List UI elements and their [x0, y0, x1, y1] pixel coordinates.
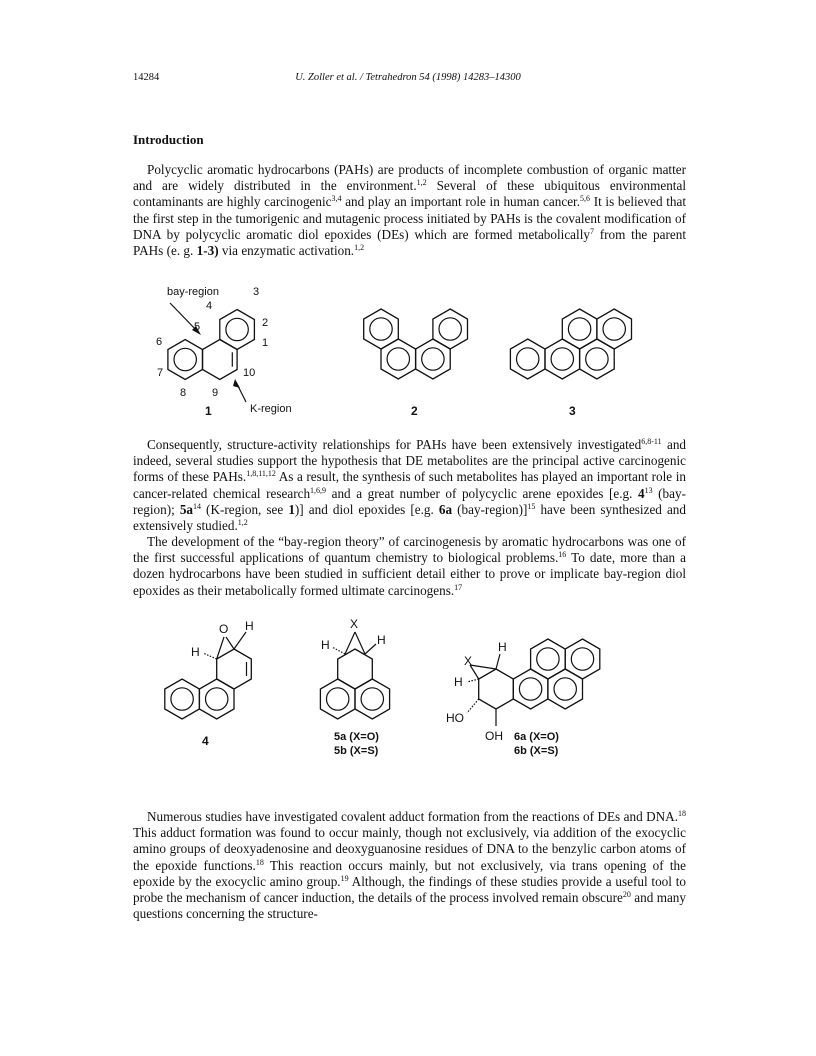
aromatic-circle	[517, 348, 539, 370]
aromatic-circle	[361, 688, 383, 710]
ring	[510, 339, 545, 379]
aromatic-circle	[206, 688, 228, 710]
aromatic-circle	[439, 318, 461, 340]
atom-label: H	[321, 638, 330, 652]
hashed-bond	[467, 699, 479, 713]
aromatic-circle	[551, 348, 573, 370]
position-number: 5	[194, 321, 201, 333]
ring	[562, 309, 597, 349]
ring	[165, 679, 200, 719]
position-number: 9	[212, 387, 219, 399]
aromatic-circle	[226, 318, 248, 340]
aromatic-circle	[571, 648, 593, 670]
atom-label: H	[245, 619, 254, 633]
compound-4-structure	[165, 619, 254, 748]
atom-label: OH	[485, 729, 503, 743]
ring	[168, 340, 203, 380]
epoxide-bond	[226, 637, 234, 649]
epoxide-bond	[355, 632, 365, 654]
paragraph-2: Consequently, structure-activity relationships for PAHs have been extensively investigated$^{6,8-11}$ and indeed, several studies support the hypothesis that DE metabolites are the principal active carcinogenic forms of these PAHs.$^{1,8,11,12}$ As a result, the synthesis of such metabolites has played an important role in cancer-related chemical research$^{1,6,9}$ and a great number of polycyclic arene epoxides [e.g. $4^{13}$ (bay-region); $5a^{14}$ (K-region, see 1)] and diol epoxides [e.g. 6a (bay-region)]$^{15}$ have been synthesized and extensively studied.$^{1,2}$	[133, 437, 687, 534]
ring	[320, 679, 355, 719]
scheme-2	[0, 612, 816, 782]
stereo-bond	[365, 644, 376, 654]
stereo-bond	[234, 632, 246, 649]
ring	[338, 649, 373, 689]
compound-label: 1	[205, 404, 212, 418]
aromatic-circle	[171, 688, 193, 710]
ring	[531, 639, 566, 679]
compound-1-structure	[156, 286, 292, 418]
ring	[381, 339, 416, 379]
compound-label: 5b (X=S)	[334, 745, 379, 757]
paragraph-3: The development of the “bay-region theory” of carcinogenesis by aromatic hydrocarbons was one of the first successful applications of quantum chemistry to biological problems.$^{16}$ To date, more than a dozen hydrocarbons have been studied in sufficient detail either to prove or implicate bay-region diol epoxides as their metabolically formed ultimate carcinogens.$^{17}$	[133, 534, 686, 598]
compound-2-structure	[364, 309, 468, 418]
atom-label: X	[350, 617, 359, 631]
compound-label: 3	[569, 404, 576, 418]
atom-label: X	[464, 654, 473, 668]
section-title: Introduction	[133, 132, 204, 147]
compound-label: 5a (X=O)	[334, 731, 379, 743]
ring	[416, 339, 451, 379]
position-number: 6	[156, 336, 163, 348]
position-number: 10	[243, 367, 256, 379]
running-head: U. Zoller et al. / Tetrahedron 54 (1998) 14283–14300	[295, 72, 521, 83]
ring	[355, 679, 390, 719]
aromatic-circle	[422, 348, 444, 370]
atom-label: H	[377, 633, 386, 647]
compound-label: 6b (X=S)	[514, 745, 559, 757]
atom-label: H	[498, 640, 507, 654]
running-header	[133, 72, 683, 88]
position-number: 3	[253, 286, 260, 298]
arrow-head	[233, 379, 240, 388]
ring	[580, 339, 615, 379]
epoxide-bond	[470, 665, 496, 669]
aromatic-circle	[519, 678, 541, 700]
aromatic-circle	[174, 348, 196, 370]
compound-label: 2	[411, 404, 418, 418]
hashed-bond	[203, 653, 217, 659]
scheme-1	[0, 282, 816, 432]
position-number: 1	[262, 337, 269, 349]
paragraph-1: Polycyclic aromatic hydrocarbons (PAHs) are products of incomplete combustion of organic matter and are widely distributed in the environment.$^{1,2}$ Several of these ubiquitous environmental contaminants are highly carcinogenic$^{3,4}$ and play an important role in human cancer.$^{5,6}$ It is believed that the first step in the tumorigenic and mutagenic process initiated by PAHs is the covalent modification of DNA by polycyclic aromatic diol epoxides (DEs) which are formed metabolically$^7$ from the parent PAHs (e. g. 1-3) via enzymatic activation.$^{1,2}$	[133, 162, 687, 259]
aromatic-circle	[554, 678, 576, 700]
compound-3-structure	[510, 309, 631, 418]
position-number: 8	[180, 387, 187, 399]
atom-label: HO	[446, 711, 464, 725]
ring	[513, 669, 548, 709]
ring	[199, 679, 234, 719]
aromatic-circle	[603, 318, 625, 340]
epoxide-bond	[345, 632, 355, 654]
hashed-bond	[332, 647, 345, 654]
aromatic-circle	[537, 648, 559, 670]
aromatic-circle	[586, 348, 608, 370]
bay-region-label: bay-region	[167, 286, 219, 298]
aromatic-circle	[568, 318, 590, 340]
position-number: 7	[157, 367, 164, 379]
atom-label: H	[454, 675, 463, 689]
ring	[220, 310, 255, 350]
ring	[548, 669, 583, 709]
paragraph-4: Numerous studies have investigated covalent adduct formation from the reactions of DEs and DNA.$^{18}$ This adduct formation was found to occur mainly, though not exclusively, via addition of the exocyclic amino groups of deoxyadenosine and deoxyguanosine residues of DNA to the benzylic carbon atoms of the epoxide functions.$^{18}$ This reaction occurs mainly, but not exclusively, via trans opening of the epoxide by the exocyclic amino group.$^{19}$ Although, the findings of these studies provide a useful tool to probe the mechanism of cancer induction, the details of the process involved remain obscure$^{20}$ and many questions concerning the structure-	[133, 809, 687, 922]
ring	[597, 309, 632, 349]
ring	[565, 639, 600, 679]
compound-label: 4	[202, 734, 209, 748]
page-number: 14284	[133, 72, 160, 83]
aromatic-circle	[327, 688, 349, 710]
stereo-bond	[496, 654, 500, 669]
ring	[433, 309, 468, 349]
ring	[364, 309, 399, 349]
hashed-bond	[467, 679, 479, 682]
aromatic-circle	[370, 318, 392, 340]
compound-6-structure	[446, 639, 600, 757]
atom-label: H	[191, 645, 200, 659]
ring	[479, 669, 514, 709]
aromatic-circle	[387, 348, 409, 370]
atom-label: O	[219, 622, 229, 636]
compound-5-structure	[320, 617, 389, 757]
position-number: 2	[262, 317, 269, 329]
ring	[545, 339, 580, 379]
k-region-label: K-region	[250, 403, 292, 415]
compound-label: 6a (X=O)	[514, 731, 559, 743]
position-number: 4	[206, 300, 213, 312]
